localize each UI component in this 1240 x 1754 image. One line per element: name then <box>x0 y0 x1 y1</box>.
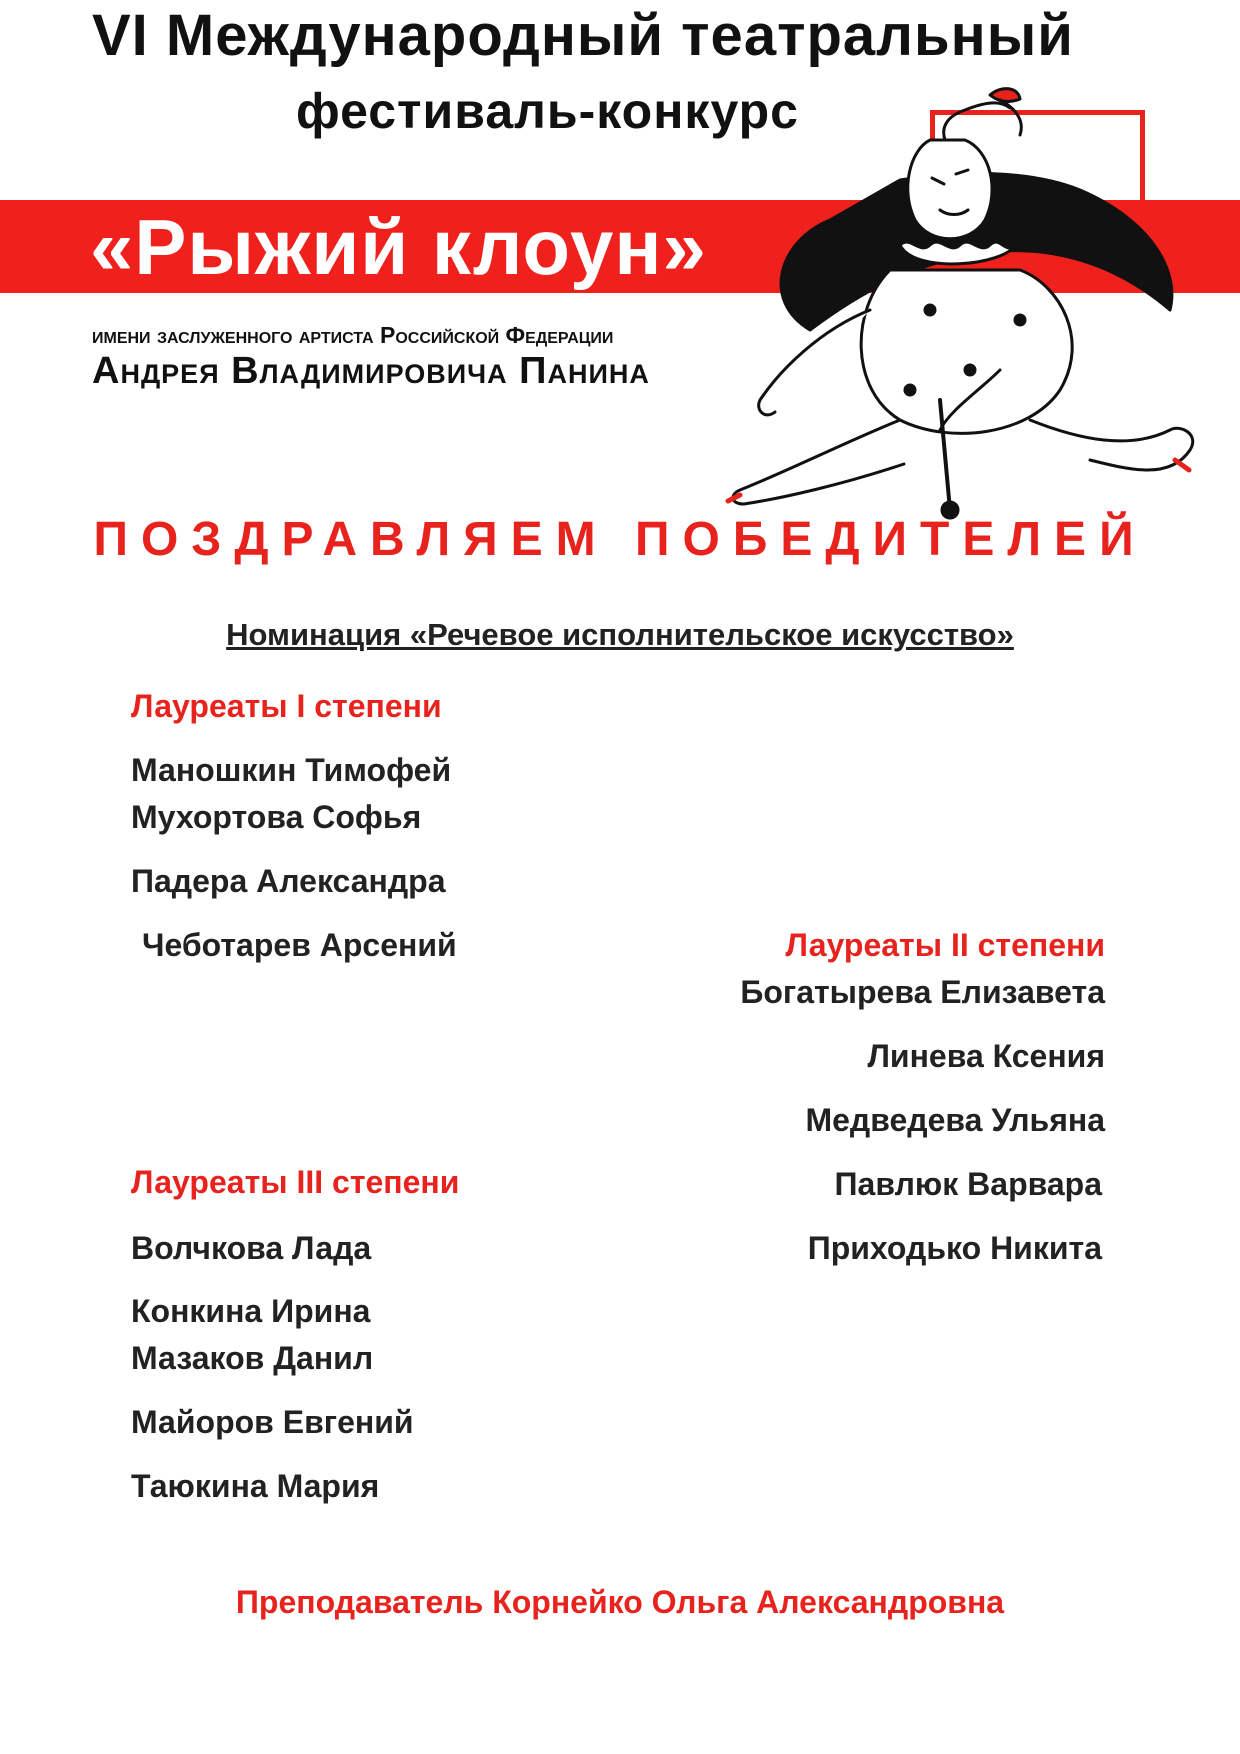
laureates-first-heading: Лауреаты I степени <box>131 688 442 724</box>
congratulations-heading: ПОЗДРАВЛЯЕМ ПОБЕДИТЕЛЕЙ <box>93 513 1147 566</box>
festival-line-2: фестиваль-конкурс <box>296 83 799 139</box>
laureate-name: Линева Ксения <box>867 1038 1105 1074</box>
laureate-name: Волчкова Лада <box>131 1230 372 1266</box>
nomination-title: Номинация «Речевое исполнительское искусство» <box>226 617 1014 652</box>
laureate-name: Медведева Ульяна <box>805 1102 1105 1138</box>
laureates-third-heading: Лауреаты III степени <box>131 1164 460 1200</box>
laureate-name: Майоров Евгений <box>131 1404 414 1440</box>
teacher-line: Преподаватель Корнейко Ольга Александровна <box>235 1584 1005 1620</box>
laureate-name: Конкина Ирина <box>131 1293 371 1329</box>
festival-subtitle-1: имени заслуженного артиста Российской Федерации <box>92 322 614 348</box>
laureate-name: Богатырева Елизавета <box>740 974 1105 1010</box>
laureate-name: Павлюк Варвара <box>834 1166 1102 1202</box>
festival-title: «Рыжий клоун» <box>90 203 707 291</box>
festival-subtitle-2: Андрея Владимировича Панина <box>92 350 650 392</box>
festival-line-1: VI Международный театральный <box>92 3 1074 68</box>
laureate-name: Маношкин Тимофей <box>131 752 452 788</box>
laureate-name: Мазаков Данил <box>131 1340 374 1376</box>
laureate-name: Таюкина Мария <box>131 1468 380 1504</box>
laureate-name: Падера Александра <box>131 863 446 899</box>
laureate-name: Мухортова Софья <box>131 799 422 835</box>
laureate-name: Чеботарев Арсений <box>142 927 457 963</box>
clown-illustration <box>700 70 1240 520</box>
laureates-second-heading: Лауреаты II степени <box>785 927 1105 963</box>
laureate-name: Приходько Никита <box>807 1230 1102 1266</box>
